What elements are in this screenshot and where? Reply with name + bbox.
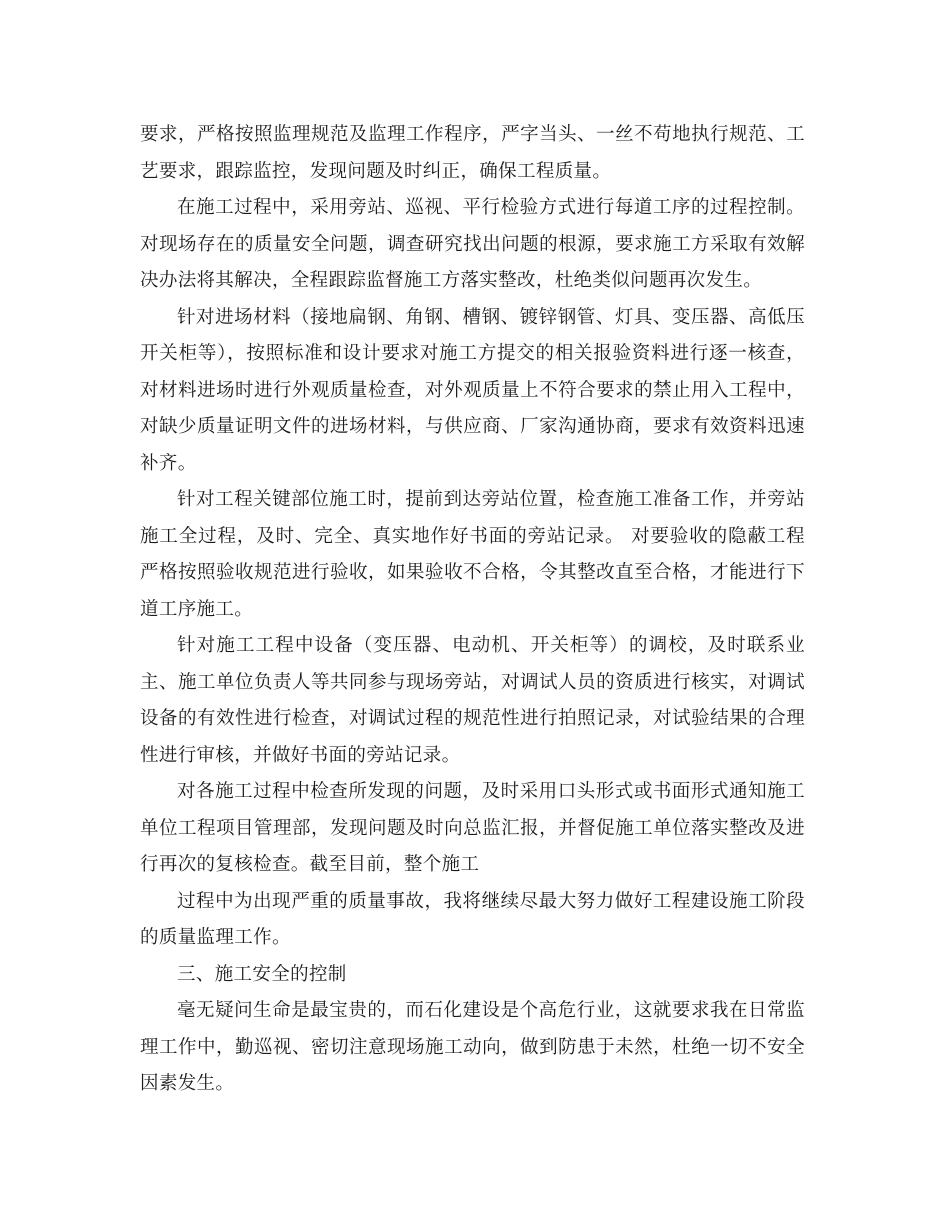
paragraph-key-parts-supervision: 针对工程关键部位施工时，提前到达旁站位置，检查施工准备工作，并旁站施工全过程，及时、完全、真实地作好书面的旁站记录。 对要验收的隐蔽工程严格按照验收规范进行验收，如果验收不合格，令其整改直至合格，才能进行下道工序施工。 (140, 489, 805, 620)
document-body (140, 117, 805, 1103)
paragraph-equipment-commissioning: 针对施工工程中设备（变压器、电动机、开关柜等）的调校，及时联系业主、施工单位负责人等共同参与现场旁站，对调试人员的资质进行核实，对调试设备的有效性进行检查，对调试过程的规范性进行拍照记录，对试验结果的合理性进行审核，并做好书面的旁站记录。 (140, 635, 805, 766)
paragraph-safety-intro: 毫无疑问生命是最宝贵的，而石化建设是个高危行业，这就要求我在日常监理工作中，勤巡视、密切注意现场施工动向，做到防患于未然，杜绝一切不安全因素发生。 (140, 1000, 805, 1094)
paragraph-materials-inspection: 针对进场材料（接地扁钢、角钢、槽钢、镀锌钢管、灯具、变压器、高低压开关柜等），按照标准和设计要求对施工方提交的相关报验资料进行逐一核查，对材料进场时进行外观质量检查，对外观质量上不符合要求的禁止用入工程中，对缺少质量证明文件的进场材料，与供应商、厂家沟通协商，要求有效资料迅速补齐。 (140, 306, 805, 474)
paragraph-issue-reporting: 对各施工过程中检查所发现的问题，及时采用口头形式或书面形式通知施工单位工程项目管理部，发现问题及时向总监汇报，并督促施工单位落实整改及进行再次的复核检查。截至目前，整个施工 (140, 781, 805, 875)
paragraph-continuation: 要求，严格按照监理规范及监理工作程序，严字当头、一丝不苟地执行规范、工艺要求，跟踪监控，发现问题及时纠正，确保工程质量。 (140, 124, 805, 182)
paragraph-process-control: 在施工过程中，采用旁站、巡视、平行检验方式进行每道工序的过程控制。对现场存在的质量安全问题，调查研究找出问题的根源，要求施工方采取有效解决办法将其解决，全程跟踪监督施工方落实整改，杜绝类似问题再次发生。 (140, 197, 805, 291)
paragraph-quality-summary: 过程中为出现严重的质量事故，我将继续尽最大努力做好工程建设施工阶段的质量监理工作。 (140, 890, 805, 948)
section-heading-safety-control: 三、施工安全的控制 (177, 963, 347, 985)
